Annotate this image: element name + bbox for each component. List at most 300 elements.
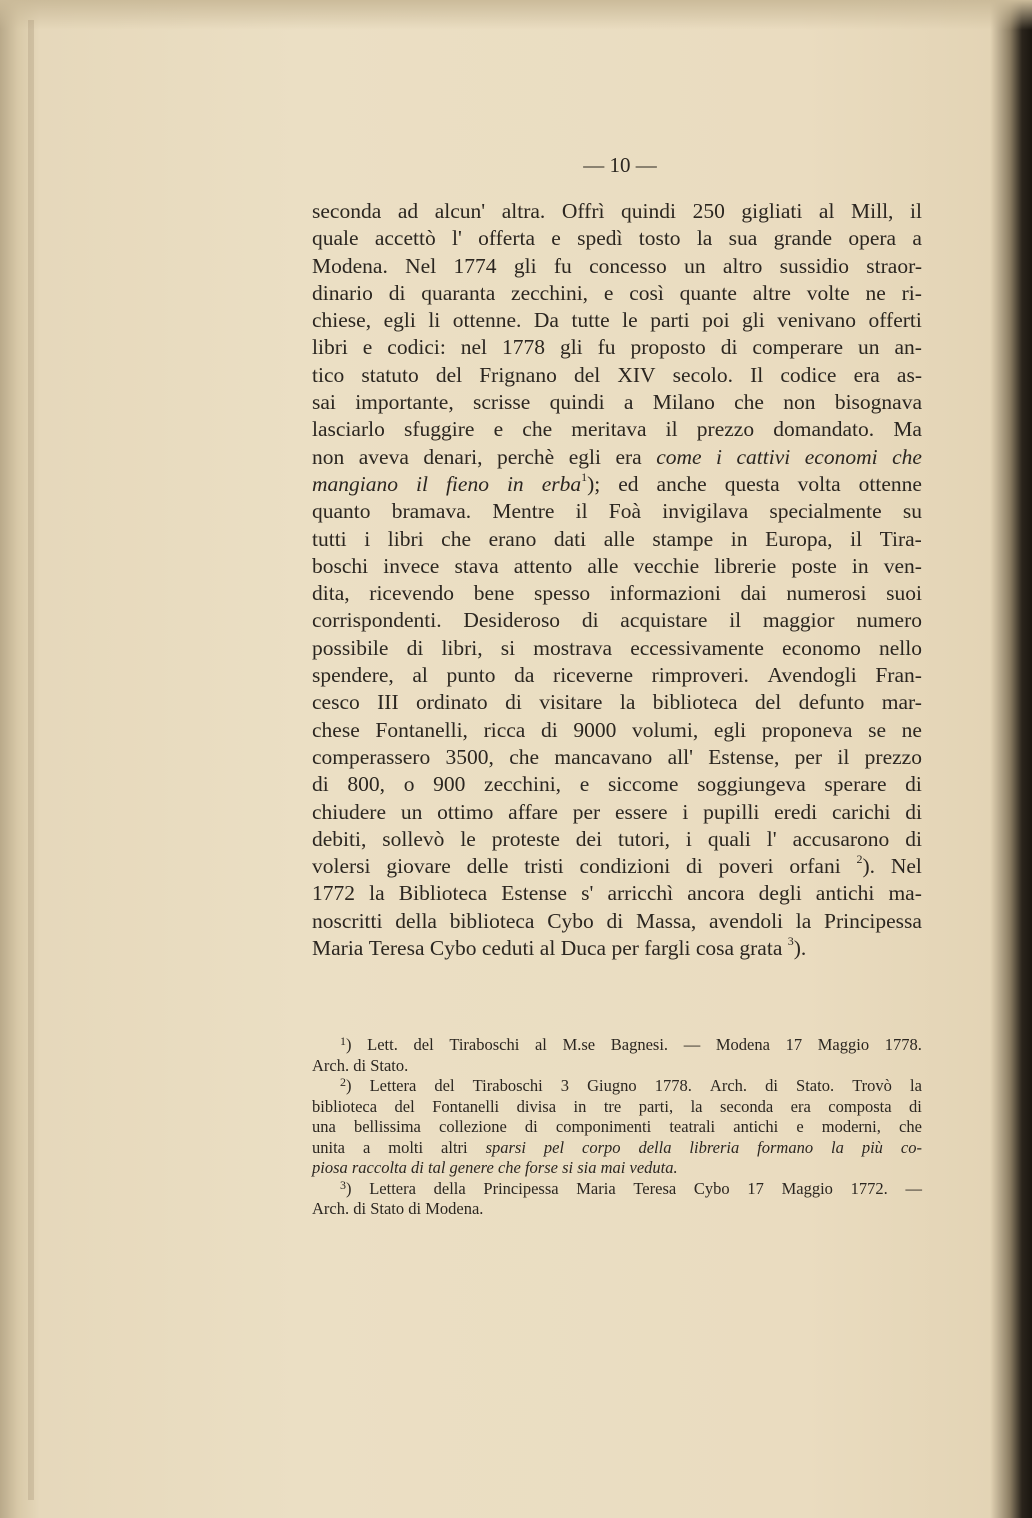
word-part: erano: [488, 526, 537, 551]
word-part: e: [579, 772, 590, 797]
word-part: a: [912, 226, 922, 251]
word: [632, 717, 698, 744]
word-part: an-: [894, 335, 922, 360]
word-part: di: [540, 717, 558, 742]
word-part: eccessivamente: [630, 635, 764, 660]
word: [535, 1035, 547, 1056]
word-part: quale: [312, 226, 359, 251]
word-part: ).: [862, 854, 876, 879]
word: [703, 799, 759, 826]
word-part: per: [611, 936, 639, 961]
word-part: fargli: [644, 936, 691, 961]
word: [467, 853, 509, 880]
word-part: Tira-: [879, 526, 922, 551]
text-line: [312, 908, 922, 935]
word-part: di: [406, 635, 424, 660]
word: [714, 717, 746, 744]
word: [361, 362, 418, 389]
word: [461, 334, 487, 361]
word-part: stampe: [652, 526, 714, 551]
word-part: libreria: [689, 1137, 740, 1157]
word: [447, 662, 496, 689]
word: [709, 908, 783, 935]
word-part: straor-: [866, 253, 922, 278]
word: [753, 280, 791, 307]
word-part: soggiungeva: [697, 772, 806, 797]
word: [767, 826, 777, 853]
word: [436, 362, 462, 389]
word-part: Lettera: [369, 1076, 417, 1095]
word-part: ).: [793, 936, 807, 961]
word: [401, 799, 423, 826]
word-part: tico: [312, 362, 345, 387]
word-part: era: [790, 1096, 811, 1116]
word-part: comperassero: [312, 744, 431, 769]
word: [370, 1076, 417, 1097]
word-part: ottenne.: [452, 308, 522, 333]
word-part: li: [428, 308, 441, 333]
word-part: Estense,: [708, 744, 780, 769]
word: [666, 416, 678, 443]
word-part: M.se: [562, 1035, 596, 1054]
word-part: piosa: [312, 1158, 348, 1177]
word: [902, 280, 922, 307]
word: [437, 799, 493, 826]
word: [430, 935, 482, 962]
word-part: accettò: [374, 226, 436, 251]
word-part: volersi: [312, 854, 371, 879]
word-part: Arch.: [709, 1076, 748, 1095]
word-part: Biblioteca: [398, 881, 488, 906]
word-part: 17: [747, 1178, 764, 1198]
word-part: teatrali: [669, 1117, 716, 1136]
word: [835, 389, 922, 416]
word: [312, 853, 371, 880]
word-part: da: [514, 663, 535, 688]
word-part: pupilli: [703, 799, 760, 824]
word-part: genere: [449, 1158, 494, 1177]
word: [866, 280, 886, 307]
word: [618, 826, 670, 853]
word-part: libri: [312, 335, 348, 360]
word: [774, 225, 833, 252]
word-part: sua: [728, 226, 758, 251]
word-part: ottenne: [858, 471, 922, 496]
text-line: [312, 416, 922, 443]
word-part: sollevò: [382, 826, 445, 851]
word-part: ne: [865, 280, 886, 305]
word: [601, 1158, 630, 1179]
word: [765, 1076, 778, 1097]
word: [497, 444, 554, 471]
word-part: Mill,: [851, 199, 894, 223]
word: [508, 799, 558, 826]
word-part: la: [690, 1096, 703, 1116]
word: [407, 635, 424, 662]
word: [653, 689, 738, 716]
word: [780, 362, 836, 389]
word-part: che: [734, 390, 764, 415]
word-part: Stato.: [796, 1076, 835, 1095]
word-part: egli: [383, 308, 416, 333]
word: [622, 307, 638, 334]
word-part: della: [638, 1137, 672, 1157]
word-part: volumi,: [631, 717, 699, 742]
word-part: ): [346, 1076, 352, 1095]
word: [561, 935, 612, 962]
word: [650, 307, 689, 334]
word-part: numerosi: [786, 581, 867, 606]
word: [492, 826, 560, 853]
word-part: altra.: [501, 199, 546, 223]
word: [587, 553, 618, 580]
word: [652, 526, 713, 553]
word-part: un: [400, 799, 423, 824]
word: [377, 689, 398, 716]
word: [449, 1035, 519, 1056]
word: [539, 689, 602, 716]
word-part: parti: [650, 308, 690, 333]
word: [697, 771, 806, 798]
word-part: ven-: [883, 553, 922, 578]
word-part: nel: [460, 335, 488, 360]
word: [312, 908, 382, 935]
word-part: che: [899, 1117, 922, 1136]
word-part: as-: [896, 362, 922, 387]
word: [312, 198, 381, 225]
word-part: spendere,: [312, 663, 394, 688]
word-part: dai: [740, 581, 767, 606]
text-line: [312, 198, 922, 225]
word-part: Massa,: [635, 908, 697, 933]
word: [837, 744, 849, 771]
word: [370, 1199, 408, 1220]
word: [312, 880, 355, 907]
word-part: Duca: [560, 936, 607, 961]
word-part: parti,: [638, 1096, 674, 1116]
word: [312, 744, 430, 771]
word: [517, 1097, 556, 1118]
word-part: Cybo: [429, 936, 477, 961]
text-line: [312, 580, 922, 607]
footnote-line: [312, 1117, 922, 1138]
word-part: nello: [878, 635, 922, 660]
word: [441, 635, 482, 662]
word: [582, 607, 599, 634]
text-line: [312, 717, 922, 744]
word: [312, 416, 385, 443]
word-part: proteste: [491, 826, 560, 851]
word: [505, 689, 522, 716]
word-part: egli: [713, 717, 747, 742]
word-part: più: [861, 1137, 883, 1157]
word: [340, 1179, 352, 1200]
word-part: e: [362, 335, 373, 360]
word-part: del: [394, 1096, 415, 1116]
word-part: spesso: [533, 581, 591, 606]
word: [805, 444, 878, 471]
word-part: mar-: [881, 690, 922, 715]
word-part: mai: [600, 1158, 626, 1177]
word: [762, 717, 853, 744]
word: [312, 307, 371, 334]
text-line: [312, 526, 922, 553]
word: [901, 1138, 922, 1159]
word: [684, 253, 706, 280]
word: [312, 580, 350, 607]
word-part: non: [783, 390, 816, 415]
word-part: cattivi: [736, 444, 791, 469]
word-part: prezzo: [864, 744, 922, 769]
word-part: mancavano: [554, 744, 653, 769]
word-part: e: [551, 226, 561, 251]
footnotes: [312, 1035, 922, 1220]
word: [522, 416, 552, 443]
word: [473, 1076, 543, 1097]
word: [571, 416, 646, 443]
word-part: ricca: [483, 717, 526, 742]
word-part: tristi: [524, 854, 564, 879]
word-part: di: [524, 1117, 538, 1136]
word-part: della: [395, 908, 437, 933]
text-line: [312, 607, 922, 634]
word: [747, 1179, 764, 1200]
word: [850, 526, 862, 553]
word-part: del: [573, 362, 601, 387]
word: [716, 1035, 770, 1056]
text-line: [312, 689, 922, 716]
word-part: mangiano: [312, 471, 398, 496]
word-part: ricevendo: [369, 581, 455, 606]
word-part: i: [716, 444, 723, 469]
word: [514, 253, 537, 280]
word-part: le: [460, 826, 476, 851]
word-part: Europa,: [765, 526, 833, 551]
word-part: dita,: [312, 581, 350, 606]
word: [759, 880, 802, 907]
word: [509, 744, 539, 771]
word-part: condizioni: [579, 854, 671, 879]
word: [540, 935, 561, 962]
word: [854, 362, 880, 389]
word-part: ordinato: [416, 690, 488, 715]
word: [507, 471, 524, 498]
footnote-line: [312, 1056, 922, 1077]
word-part: seconda: [312, 199, 382, 223]
word-part: i: [682, 799, 689, 824]
word-part: alle: [603, 526, 635, 551]
word: [620, 689, 636, 716]
word-part: Maggio: [781, 1178, 833, 1198]
word-part: Arch.: [312, 1199, 350, 1218]
word: [696, 935, 740, 962]
word: [432, 1097, 499, 1118]
word-part: tosto: [638, 226, 681, 251]
word: [691, 1097, 703, 1118]
word-part: chiudere: [312, 799, 387, 824]
word: [433, 771, 465, 798]
word-part: importante,: [355, 390, 454, 415]
word: [450, 1158, 498, 1179]
word: [573, 799, 600, 826]
word: [482, 935, 540, 962]
word: [786, 580, 866, 607]
word: [312, 771, 329, 798]
word: [556, 1117, 651, 1138]
word-part: altri: [441, 1137, 468, 1157]
word: [525, 1117, 538, 1138]
word: [630, 1158, 678, 1179]
word: [832, 799, 891, 826]
word: [912, 225, 922, 252]
word: [684, 1035, 701, 1056]
word: [404, 416, 474, 443]
word: [312, 635, 388, 662]
word-part: carichi: [831, 799, 891, 824]
word-part: di: [408, 1199, 422, 1218]
word: [604, 1097, 621, 1118]
word: [312, 826, 366, 853]
word-part: Teresa: [368, 936, 425, 961]
word: [604, 526, 635, 553]
word-part: di: [388, 280, 406, 305]
word: [352, 1158, 411, 1179]
word: [446, 744, 494, 771]
word: [710, 1076, 747, 1097]
word-part: di: [353, 1199, 367, 1218]
word: [474, 580, 515, 607]
text-line: [312, 362, 922, 389]
word-part: Cybo: [693, 1178, 730, 1198]
word-part: era: [615, 444, 642, 469]
word: [782, 1179, 833, 1200]
word: [450, 908, 535, 935]
word: [669, 1117, 715, 1138]
word-part: in: [506, 471, 524, 496]
word: [673, 362, 733, 389]
word: [463, 607, 560, 634]
word-part: 1772.: [850, 1178, 888, 1198]
word: [610, 580, 721, 607]
word: [312, 362, 344, 389]
footnote-line: [312, 1097, 922, 1118]
word: [525, 1158, 562, 1179]
word-part: per: [794, 744, 823, 769]
word: [777, 307, 856, 334]
word-part: meritava: [571, 417, 647, 442]
word: [740, 580, 766, 607]
word: [574, 1097, 587, 1118]
word-part: sia: [577, 1158, 597, 1177]
word: [541, 717, 558, 744]
text-line: [312, 935, 922, 962]
word: [786, 1035, 803, 1056]
word-part: 17: [785, 1035, 803, 1054]
word-part: e: [493, 417, 504, 442]
word-part: sparsi: [485, 1137, 526, 1157]
word: [370, 1056, 408, 1077]
word-part: poi: [702, 308, 730, 333]
word: [617, 362, 655, 389]
word-part: debiti,: [312, 826, 367, 851]
word-part: 1774: [453, 253, 497, 278]
word-part: di: [312, 772, 329, 797]
word-part: tutti: [312, 526, 347, 551]
word-part: Desideroso: [463, 608, 561, 633]
word: [633, 1179, 676, 1200]
word-part: acquistare: [620, 608, 708, 633]
word-part: Modena.: [312, 253, 388, 278]
word-part: 9000: [573, 717, 617, 742]
word-part: divisa: [516, 1096, 557, 1116]
word: [502, 334, 545, 361]
word: [852, 553, 869, 580]
word-part: Stato.: [370, 1055, 409, 1075]
word: [473, 389, 530, 416]
word: [501, 880, 567, 907]
word: [312, 1097, 377, 1118]
word: [579, 853, 670, 880]
word-part: denari,: [423, 444, 483, 469]
word-part: Principessa: [483, 1178, 559, 1198]
word-part: ): [346, 1178, 352, 1198]
word-part: una: [312, 1117, 336, 1136]
word-part: composta: [828, 1096, 892, 1116]
word: [560, 334, 583, 361]
word: [404, 771, 415, 798]
word: [544, 1138, 564, 1159]
word: [868, 717, 886, 744]
word-part: Modena.: [425, 1199, 484, 1218]
word: [899, 1117, 922, 1138]
word-part: ceduti: [481, 936, 535, 961]
word: [737, 444, 791, 471]
word-part: forse: [524, 1158, 558, 1177]
word-part: Stato: [370, 1199, 405, 1218]
word: [774, 799, 817, 826]
word: [857, 853, 876, 880]
word: [721, 334, 738, 361]
word: [780, 253, 849, 280]
word-part: al: [534, 1035, 547, 1054]
word-part: librerie: [714, 553, 777, 578]
word-part: biblioteca: [449, 908, 535, 933]
word-part: gli: [559, 335, 583, 360]
word-part: di: [581, 608, 599, 633]
word-part: bene: [473, 581, 515, 606]
word: [428, 307, 440, 334]
word-part: di: [686, 854, 703, 879]
word: [383, 553, 439, 580]
word-part: antichi: [733, 1117, 779, 1136]
word-part: di: [353, 1055, 367, 1075]
word-part: Nel: [890, 854, 922, 879]
word: [392, 498, 471, 525]
word: [652, 662, 749, 689]
word-part: informazioni: [609, 581, 721, 606]
word-part: ottimo: [437, 799, 494, 824]
word-part: del: [413, 1035, 434, 1054]
word: [638, 1138, 671, 1159]
word-part: 1778: [502, 335, 545, 360]
word: [398, 198, 418, 225]
word-part: attento: [513, 553, 573, 578]
word-part: volte: [806, 280, 850, 305]
word-part: degli: [758, 881, 802, 906]
word: [395, 1097, 415, 1118]
word: [903, 498, 922, 525]
word-part: gli: [513, 253, 537, 278]
